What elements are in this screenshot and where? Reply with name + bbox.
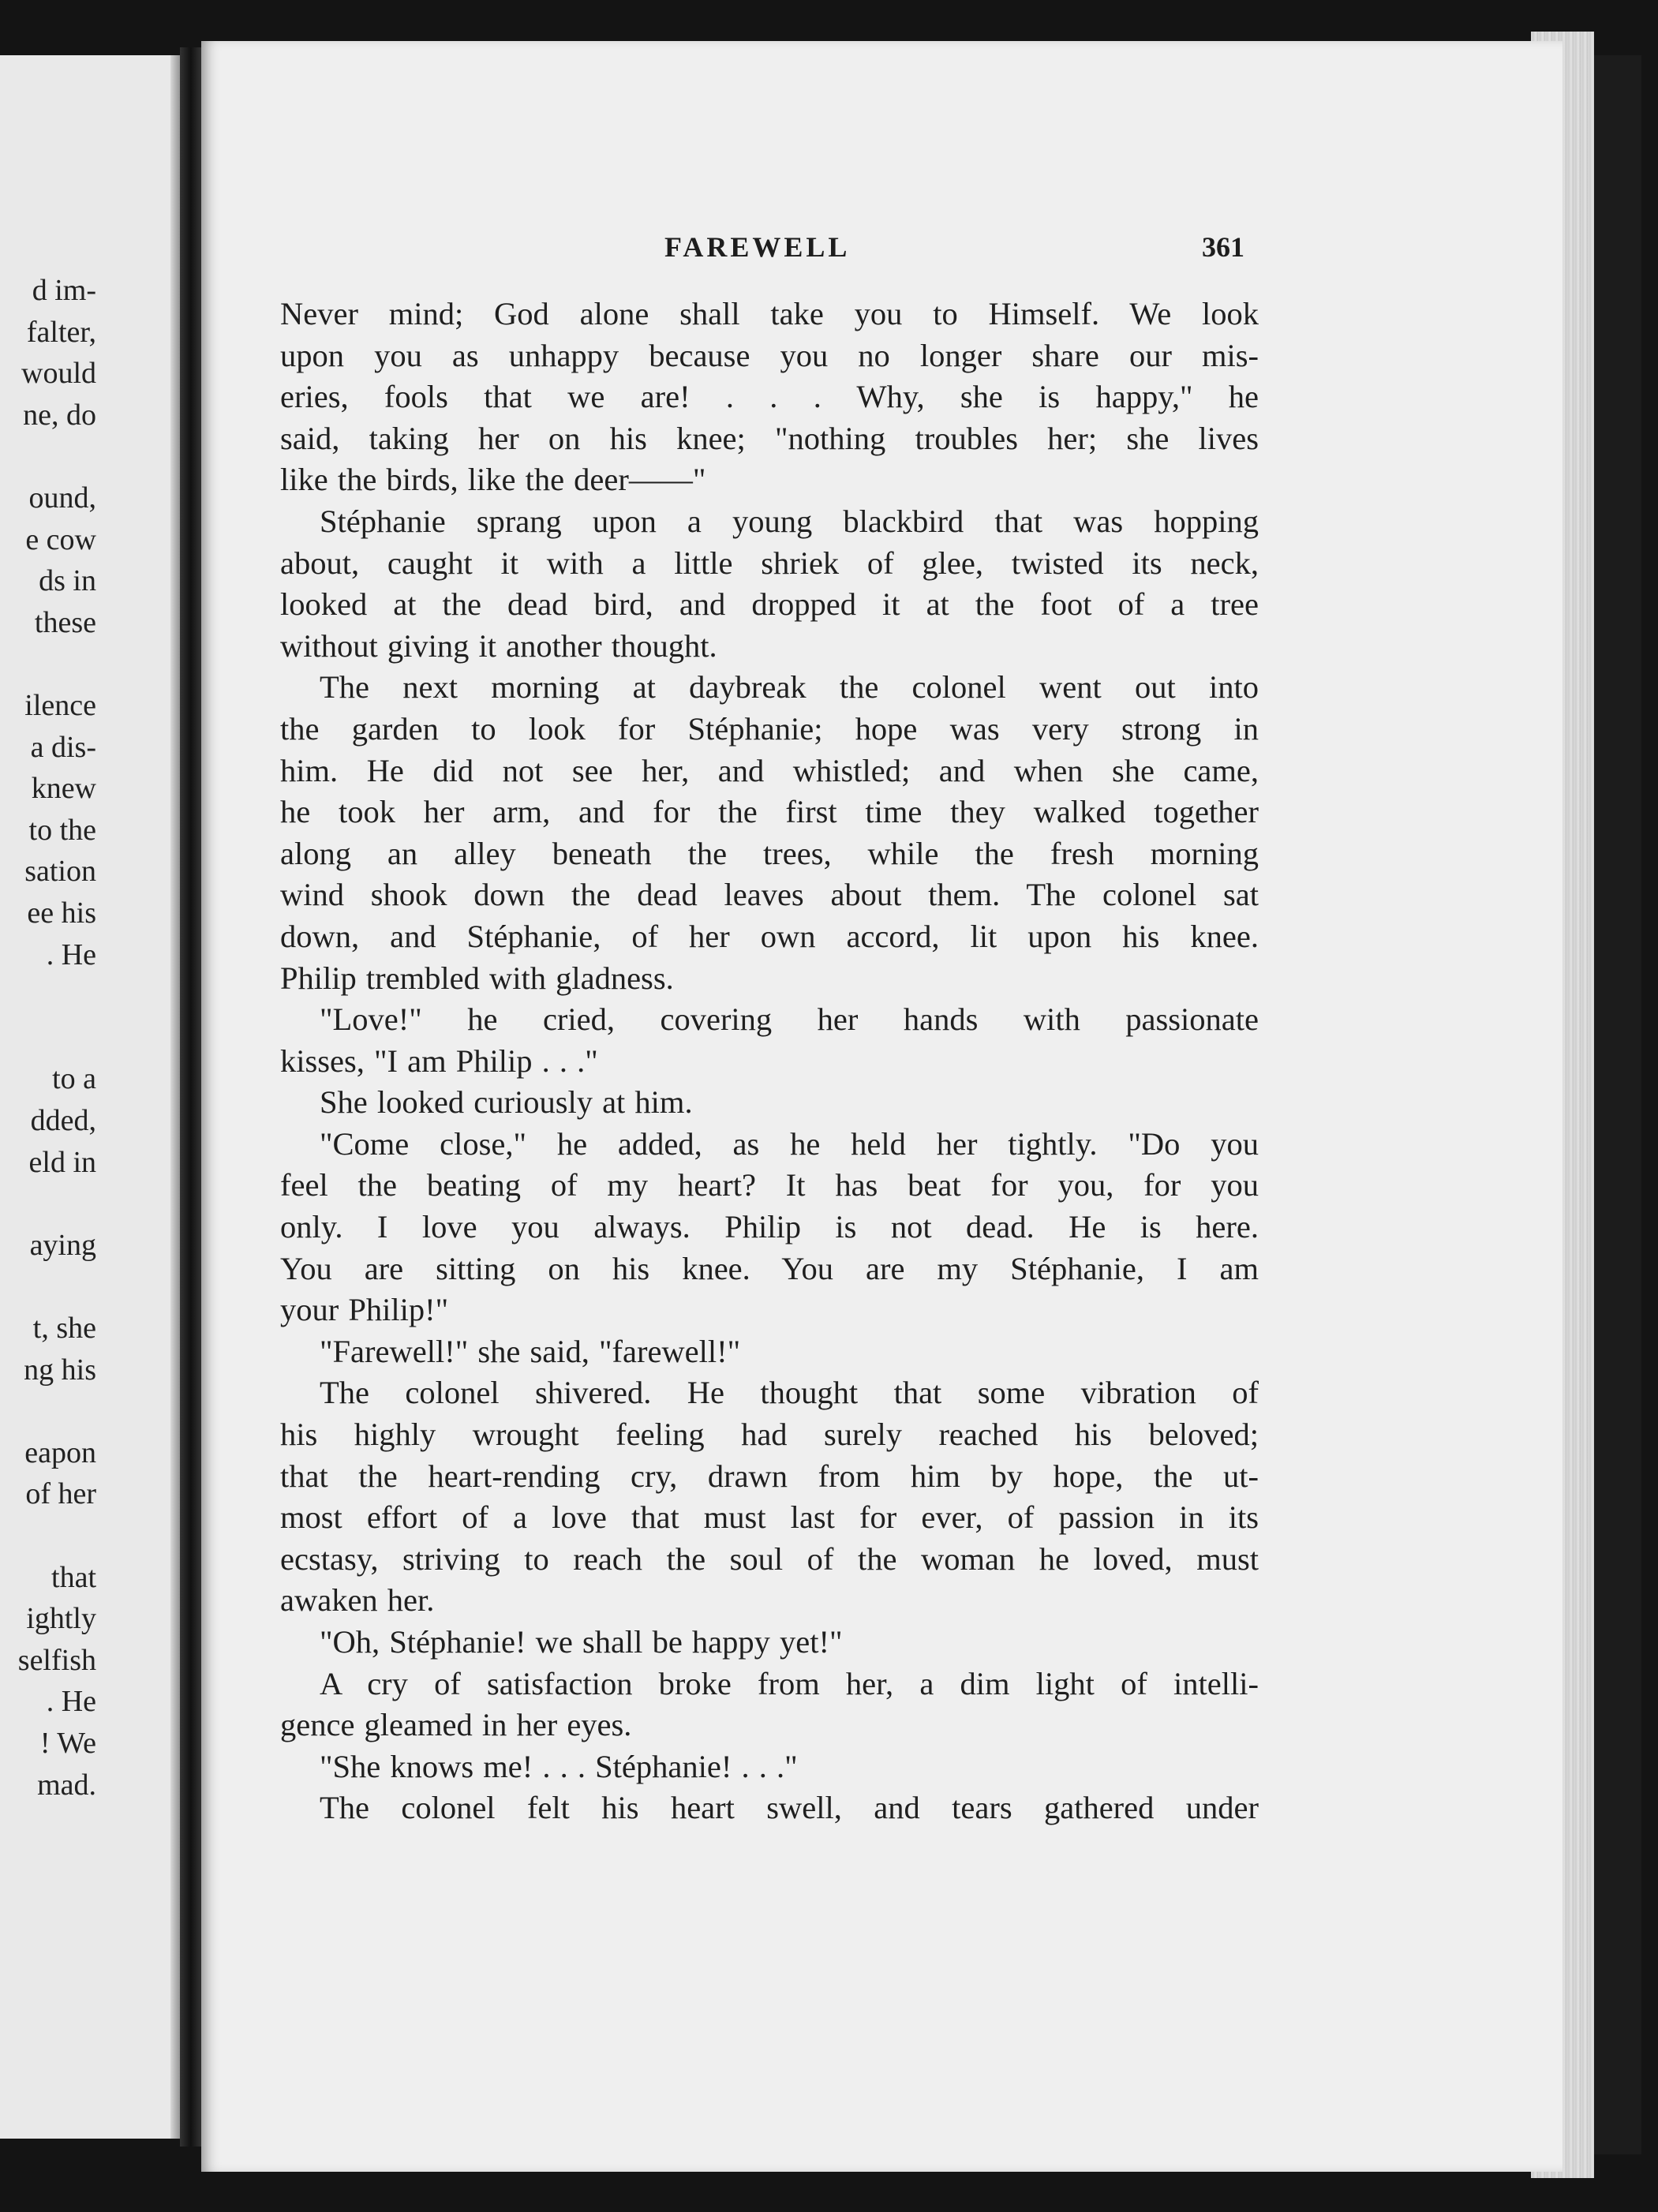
left-page-line: selfish: [17, 1643, 96, 1677]
left-page-line: d im-: [32, 274, 96, 307]
left-page-line: to the: [28, 813, 96, 847]
text-line: eries, fools that we are! . . . Why, she is happy," he: [280, 379, 1259, 415]
text-line: The colonel felt his heart swell, and tears gathered under: [320, 1790, 1259, 1826]
text-line: awaken her.: [280, 1582, 435, 1619]
text-line: kisses, "I am Philip . . .": [280, 1042, 598, 1079]
text-line: The next morning at daybreak the colonel went out into: [320, 669, 1259, 706]
left-page-line: sation: [24, 855, 96, 889]
text-line: looked at the dead bird, and dropped it at the foot of a tree: [280, 586, 1259, 623]
left-page-line: ds in: [39, 564, 96, 598]
text-line: most effort of a love that must last for ever, of passion in its: [280, 1499, 1259, 1536]
left-page-line: e cow: [25, 522, 96, 556]
text-line: only. I love you always. Philip is not dead. He is here.: [280, 1209, 1259, 1245]
text-line: feel the beating of my heart? It has beat for you, for you: [280, 1167, 1259, 1203]
left-page-line: ound,: [28, 481, 96, 515]
left-page-line: dded,: [30, 1104, 96, 1137]
text-line: A cry of satisfaction broke from her, a dim light of intelli-: [320, 1665, 1259, 1701]
text-line: down, and Stéphanie, of her own accord, lit upon his knee.: [280, 918, 1259, 954]
left-page-line: ee his: [27, 896, 96, 930]
text-line: that the heart-rending cry, drawn from him by hope, the ut-: [280, 1458, 1259, 1494]
text-line: gence gleamed in her eyes.: [280, 1707, 632, 1743]
left-page-line: of her: [25, 1477, 96, 1511]
text-line: "She knows me! . . . Stéphanie! . . .": [320, 1748, 798, 1784]
previous-page-fragment: [0, 55, 182, 2139]
book-spine: [180, 47, 204, 2147]
left-page-line: to a: [52, 1062, 96, 1096]
text-line: wind shook down the dead leaves about them. The colonel sat: [280, 877, 1259, 913]
text-line: Philip trembled with gladness.: [280, 960, 674, 996]
text-line: your Philip!": [280, 1292, 449, 1328]
left-page-line: falter,: [26, 315, 96, 349]
text-line: the garden to look for Stéphanie; hope was very strong in: [280, 710, 1259, 747]
left-page-line: these: [34, 605, 96, 639]
left-page-line: ne, do: [23, 398, 96, 432]
left-page-line: a dis-: [30, 730, 96, 764]
text-line: "Love!" he cried, covering her hands with passionate: [320, 1001, 1259, 1038]
text-line: his highly wrought feeling had surely reached his beloved;: [280, 1417, 1259, 1453]
left-page-line: . He: [46, 938, 96, 971]
left-page-line: knew: [31, 772, 96, 806]
left-page-line: eld in: [28, 1145, 96, 1179]
text-line: about, caught it with a little shriek of glee, twisted its neck,: [280, 545, 1259, 581]
text-line: "Oh, Stéphanie! we shall be happy yet!": [320, 1624, 843, 1660]
left-page-line: would: [21, 357, 96, 391]
left-page-line: ightly: [26, 1602, 96, 1636]
text-line: said, taking her on his knee; "nothing troubles her; she lives: [280, 420, 1259, 456]
left-page-line: that: [51, 1560, 96, 1594]
chapter-title: FAREWELL: [664, 231, 851, 263]
running-head: [201, 230, 1563, 278]
page-number: 361: [1202, 231, 1244, 263]
left-page-line: ilence: [24, 689, 96, 722]
text-line: Stéphanie sprang upon a young blackbird that was hopping: [320, 503, 1259, 539]
text-line: She looked curiously at him.: [320, 1084, 693, 1121]
text-line: without giving it another thought.: [280, 627, 717, 664]
left-page-line: t, she: [32, 1312, 96, 1345]
cover-edge: [1594, 55, 1641, 2154]
left-page-line: . He: [46, 1685, 96, 1719]
text-line: You are sitting on his knee. You are my Stéphanie, I am: [280, 1250, 1259, 1286]
text-line: "Farewell!" she said, "farewell!": [320, 1333, 741, 1369]
text-line: along an alley beneath the trees, while the fresh morning: [280, 835, 1259, 871]
text-line: upon you as unhappy because you no longer share our mis-: [280, 337, 1259, 373]
text-line: him. He did not see her, and whistled; and when she came,: [280, 752, 1259, 788]
text-line: The colonel shivered. He thought that some vibration of: [320, 1375, 1259, 1411]
text-line: ecstasy, striving to reach the soul of the woman he loved, must: [280, 1540, 1259, 1577]
body-text: [280, 294, 1259, 1829]
left-page-line: ! We: [39, 1727, 96, 1760]
left-page-line: eapon: [24, 1435, 96, 1469]
left-page-line: aying: [29, 1228, 96, 1262]
text-line: he took her arm, and for the first time they walked together: [280, 794, 1259, 830]
text-line: Never mind; God alone shall take you to Himself. We look: [280, 296, 1259, 331]
left-page-line: mad.: [37, 1768, 96, 1802]
text-line: "Come close," he added, as he held her tightly. "Do you: [320, 1125, 1259, 1162]
left-page-line: ng his: [24, 1353, 96, 1387]
text-line: like the birds, like the deer——": [280, 462, 706, 498]
